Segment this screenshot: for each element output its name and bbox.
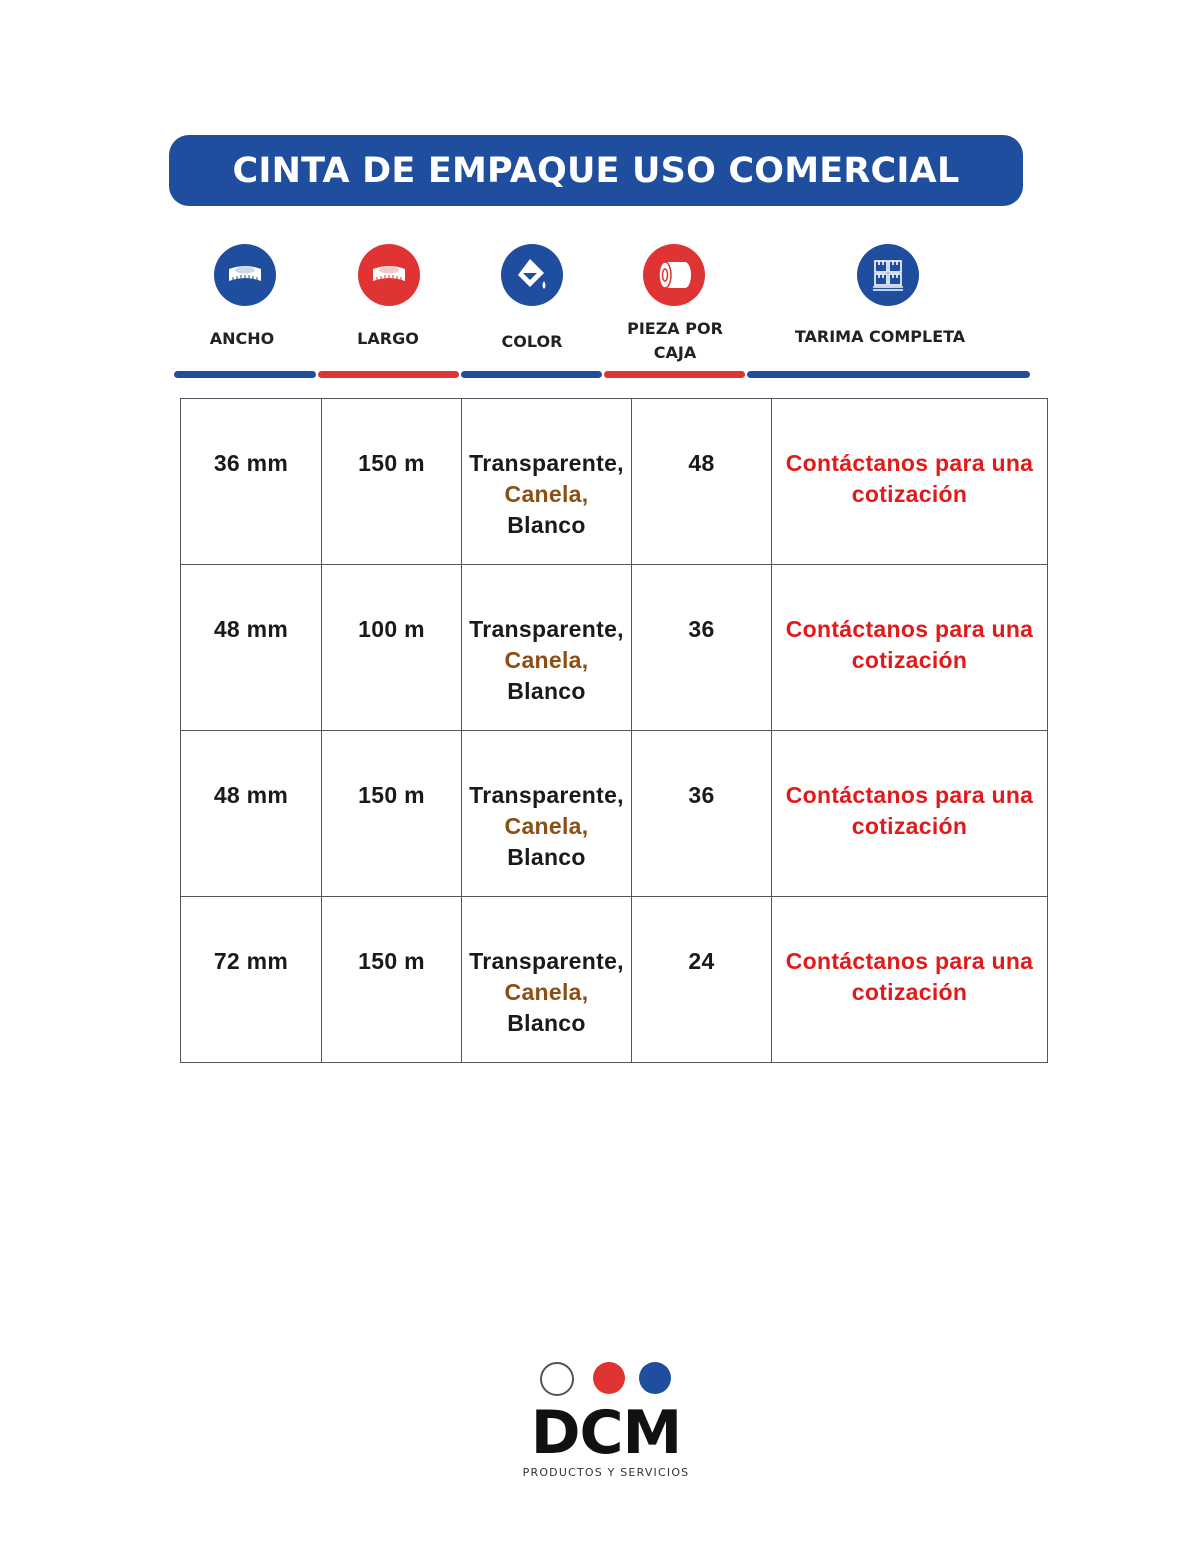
cell-color: [462, 731, 632, 897]
color-transparente: Transparente,: [469, 948, 624, 974]
rule-red-2: [604, 371, 745, 378]
cell-piezas: 24: [632, 897, 772, 1063]
color-blanco: Blanco: [507, 512, 586, 538]
cell-largo: 100 m: [322, 565, 462, 731]
color-blanco: Blanco: [507, 844, 586, 870]
tarima-line1: Contáctanos para una: [785, 948, 1034, 974]
cell-largo: 150 m: [322, 399, 462, 565]
color-canela: Canela,: [504, 481, 589, 507]
cell-largo: 150 m: [322, 731, 462, 897]
color-canela: Canela,: [504, 647, 589, 673]
cell-color: [462, 897, 632, 1063]
spec-table: [180, 398, 1048, 1063]
tarima-line2: cotización: [851, 647, 968, 673]
rule-red-1: [318, 371, 459, 378]
table-row: [181, 399, 1048, 565]
cell-tarima: [772, 565, 1048, 731]
cell-ancho: 72 mm: [181, 897, 322, 1063]
table-row: [181, 731, 1048, 897]
cell-piezas: 48: [632, 399, 772, 565]
header-pieza-line2: CAJA: [653, 343, 697, 362]
tarima-line2: cotización: [851, 813, 968, 839]
tarima-line1: Contáctanos para una: [785, 450, 1034, 476]
header-pieza-line1: PIEZA POR: [627, 319, 723, 338]
header-largo: LARGO: [357, 329, 419, 348]
title-banner: [169, 135, 1023, 206]
color-canela: Canela,: [504, 979, 589, 1005]
cell-piezas: 36: [632, 731, 772, 897]
color-transparente: Transparente,: [469, 782, 624, 808]
color-transparente: Transparente,: [469, 450, 624, 476]
header-pieza-por-caja: [612, 317, 738, 365]
cell-color: [462, 399, 632, 565]
logo-tagline: PRODUCTOS Y SERVICIOS: [522, 1466, 690, 1479]
color-transparente: Transparente,: [469, 616, 624, 642]
cell-largo: 150 m: [322, 897, 462, 1063]
rule-blue-3: [747, 371, 1030, 378]
header-color: COLOR: [501, 332, 563, 351]
cell-color: [462, 565, 632, 731]
tape-roll-icon: [643, 244, 705, 306]
color-blanco: Blanco: [507, 1010, 586, 1036]
rule-blue-2: [461, 371, 602, 378]
logo-dot-white: [540, 1362, 574, 1396]
logo-dot-red: [593, 1362, 625, 1394]
tape-measure-icon: [358, 244, 420, 306]
cell-piezas: 36: [632, 565, 772, 731]
table-row: [181, 897, 1048, 1063]
cell-ancho: 48 mm: [181, 565, 322, 731]
paint-bucket-icon: [501, 244, 563, 306]
tarima-line2: cotización: [851, 979, 968, 1005]
logo-wordmark: DCM: [530, 1398, 682, 1468]
page-title: CINTA DE EMPAQUE USO COMERCIAL: [232, 150, 960, 191]
color-blanco: Blanco: [507, 678, 586, 704]
cell-tarima: [772, 897, 1048, 1063]
cell-ancho: 36 mm: [181, 399, 322, 565]
rule-blue-1: [174, 371, 316, 378]
header-tarima: TARIMA COMPLETA: [794, 327, 966, 346]
cell-tarima: [772, 399, 1048, 565]
color-canela: Canela,: [504, 813, 589, 839]
logo-dot-blue: [639, 1362, 671, 1394]
pallet-boxes-icon: [857, 244, 919, 306]
cell-ancho: 48 mm: [181, 731, 322, 897]
header-ancho: ANCHO: [209, 329, 275, 348]
table-row: [181, 565, 1048, 731]
tape-measure-icon: [214, 244, 276, 306]
cell-tarima: [772, 731, 1048, 897]
tarima-line2: cotización: [851, 481, 968, 507]
tarima-line1: Contáctanos para una: [785, 616, 1034, 642]
tarima-line1: Contáctanos para una: [785, 782, 1034, 808]
